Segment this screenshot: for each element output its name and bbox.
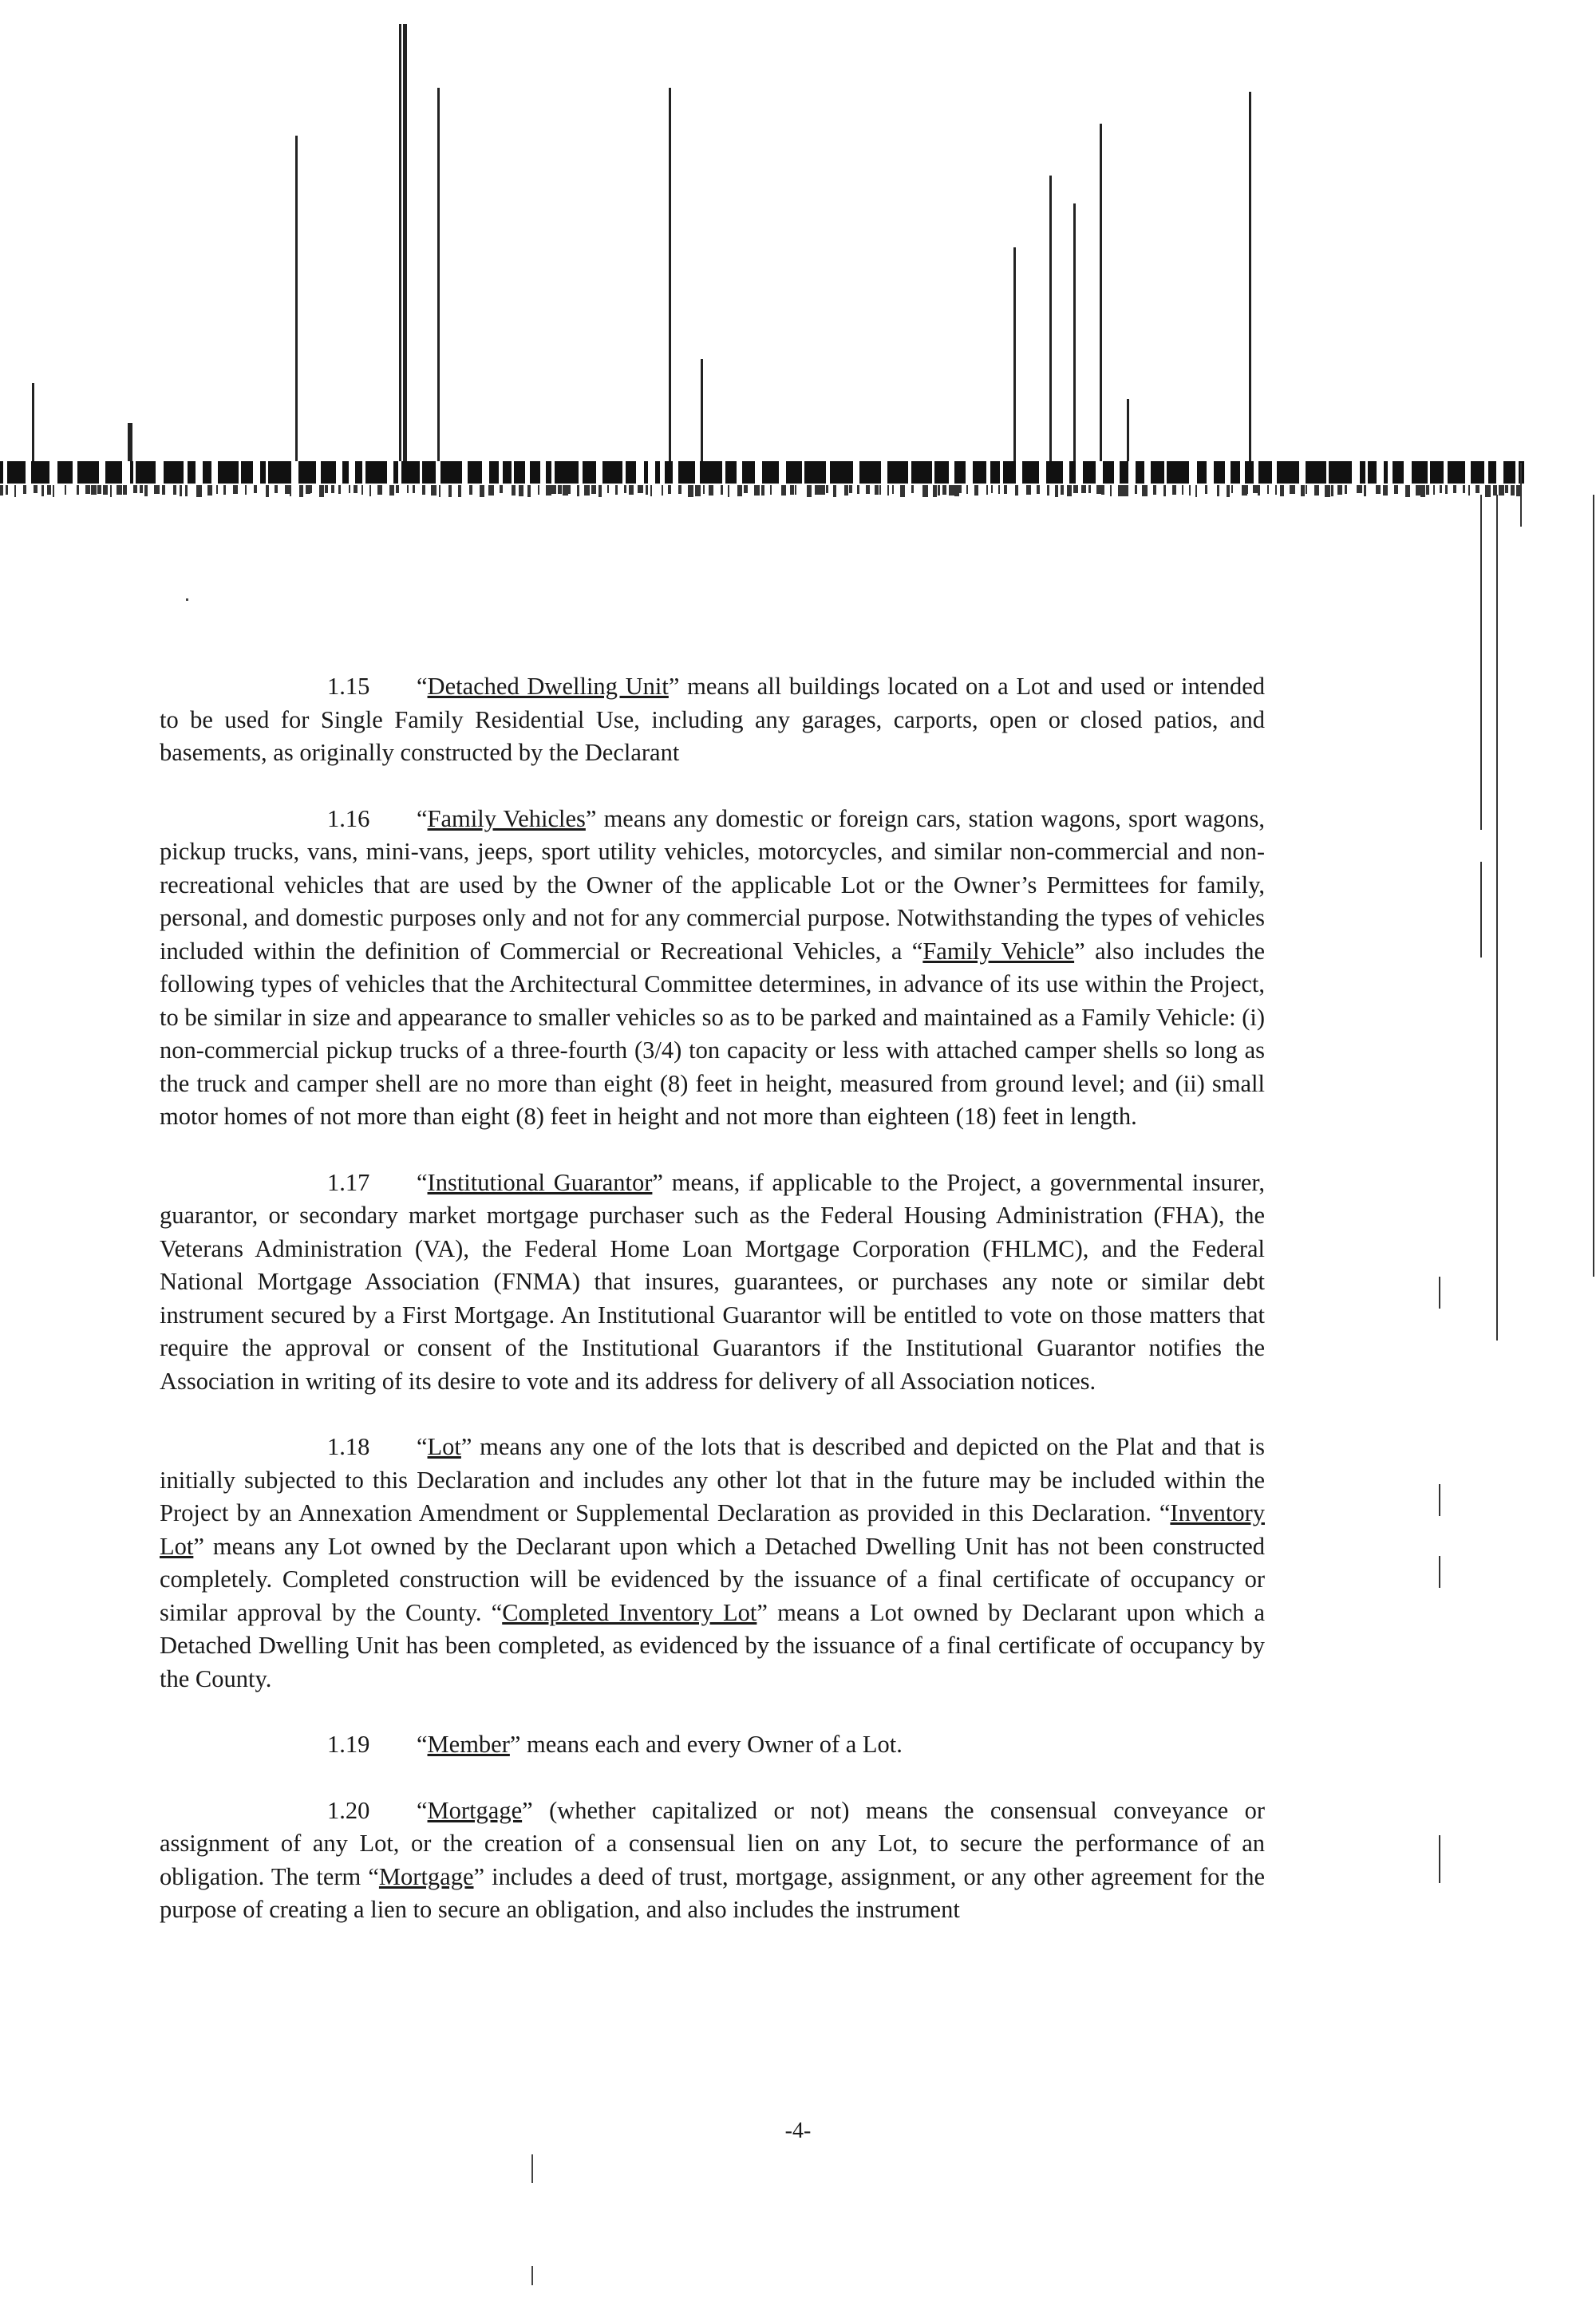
section-text: ” includes a deed of trust, mortgage, assignment, or any other agreement for the purpose of creating a lien to secure an obligation, and also includes the instrument (160, 1862, 1265, 1923)
section-text: ” means each and every Owner of a Lot. (509, 1731, 903, 1758)
defined-term: Mortgage (427, 1796, 523, 1824)
section-number: 1.18 (327, 1433, 370, 1460)
section-text: “ (417, 1433, 428, 1460)
defined-term: Family Vehicles (427, 804, 586, 832)
section-paragraph (160, 670, 1265, 770)
defined-term: Member (427, 1731, 510, 1758)
section-text: ” means a Lot owned by Declarant upon which a Detached Dwelling Unit has been completed, as evidenced by the issuance of a final certificate of occupancy by the County. (160, 1598, 1265, 1692)
defined-term: Family Vehicle (922, 937, 1075, 965)
defined-term: Inventory Lot (160, 1499, 1265, 1560)
section-text: “ (417, 1731, 428, 1758)
section-text: “ (417, 673, 428, 700)
section-text: ” means, if applicable to the Project, a governmental insurer, guarantor, or secondary market mortgage purchaser such as the Federal Housing Administration (FHA), the Veterans Administration (VA), the Federal Home Loan Mortgage Corporation (FHLMC), and the Federal National Mortgage Association (FNMA) that insures, guarantees, or purchases any note or similar debt instrument secured by a First Mortgage. An Institutional Guarantor will be entitled to vote on those matters that require the approval or consent of the Institutional Guarantors if the Institutional Guarantor notifies the Association in writing of its desire to vote and its address for delivery of all Association notices. (160, 1168, 1265, 1395)
section-number: 1.16 (327, 804, 370, 832)
section-text: ” means any domestic or foreign cars, station wagons, sport wagons, pickup trucks, vans, mini-vans, jeeps, sport utility vehicles, motorcycles, and similar non-commercial and non-recreational vehicles that are used by the Owner of the applicable Lot or the Owner’s Permittees for family, personal, and domestic purposes only and not for any commercial purpose. Notwithstanding the types of vehicles included within the definition of Commercial or Recreational Vehicles, a “ (160, 804, 1265, 965)
section-text: “ (417, 1168, 428, 1196)
page-number: -4- (784, 2118, 812, 2143)
defined-term: Detached Dwelling Unit (427, 673, 669, 700)
section-number: 1.20 (327, 1796, 370, 1824)
section-paragraph (160, 1728, 1265, 1762)
section-paragraph (160, 1431, 1265, 1696)
barcode-strip (0, 461, 1524, 484)
section-text: “ (417, 1796, 428, 1824)
section-text: ” means all buildings located on a Lot and used or intended to be used for Single Family Residential Use, including any garages, carports, open or closed patios, and basements, as originally constructed by the Declarant (160, 673, 1265, 766)
right-margin-lines (1439, 463, 1594, 1883)
section-text: ” means any Lot owned by the Declarant upon which a Detached Dwelling Unit has not been constructed completely. Completed construction will be evidenced by the issuance of a final certificate of occupancy or similar approval by the County. “ (160, 1532, 1265, 1626)
section-text: ” means any one of the lots that is described and depicted on the Plat and that is initially subjected to this Declaration and includes any other lot that in the future may be included within the Project by an Annexation Amendment or Supplemental Declaration as provided in this Declaration. “ (160, 1433, 1265, 1526)
barcode-base-noise (0, 485, 1521, 497)
barcode-tall-lines (32, 24, 1251, 461)
defined-term: Institutional Guarantor (427, 1168, 653, 1196)
defined-term: Lot (427, 1433, 461, 1460)
section-number: 1.15 (327, 673, 370, 700)
section-number: 1.17 (327, 1168, 370, 1196)
section-number: 1.19 (327, 1731, 370, 1758)
section-paragraph (160, 1167, 1265, 1399)
defined-term: Completed Inventory Lot (502, 1598, 757, 1626)
section-text: ” (whether capitalized or not) means the consensual conveyance or assignment of any Lot, or the creation of a consensual lien on any Lot, to secure the performance of an obligation. The term “ (160, 1796, 1265, 1890)
defined-term: Mortgage (378, 1862, 474, 1890)
section-paragraph (160, 803, 1265, 1134)
section-paragraph (160, 1795, 1265, 1927)
document-body (160, 670, 1265, 1960)
section-text: “ (417, 804, 428, 832)
section-text: ” also includes the following types of vehicles that the Architectural Committee determines, in advance of its use within the Project, to be similar in size and appearance to smaller vehicles so as to be parked and maintained as a Family Vehicle: (i) non-commercial pickup trucks of a three-fourth (3/4) ton capacity or less with attached camper shells so long as the truck and camper shell are no more than eight (8) feet in height, measured from ground level; and (ii) small motor homes of not more than eight (8) feet in height and not more than eighteen (18) feet in length. (160, 937, 1265, 1130)
